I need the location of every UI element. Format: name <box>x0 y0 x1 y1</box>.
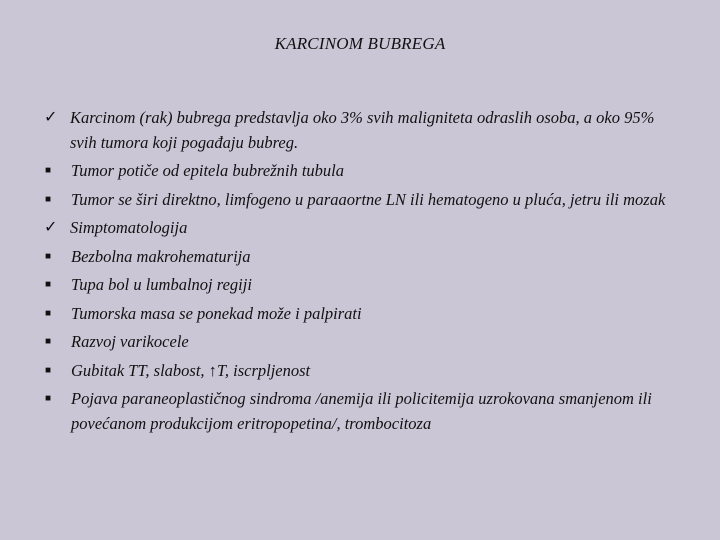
square-bullet-icon: ■ <box>45 279 52 290</box>
square-bullet-icon: ■ <box>45 307 52 319</box>
bullet-text: Gubitak TT, slabost, ↑T, iscrpljenost <box>71 360 311 380</box>
bullet-item <box>44 302 684 327</box>
bullet-item <box>44 273 684 298</box>
slide-title: KARCINOM BUBREGA <box>274 34 446 53</box>
square-bullet-icon: ■ <box>45 165 52 176</box>
bullet-text: Razvoj varikocele <box>71 332 189 351</box>
bullet-text: Tumor potiče od epitela bubrežnih tubula <box>71 161 344 180</box>
bullet-item <box>44 159 684 184</box>
bullet-item <box>44 245 684 270</box>
bullet-item <box>44 188 684 213</box>
bullet-item <box>44 330 684 355</box>
bullet-text: Tumorska masa se ponekad može i palpirati <box>71 303 362 323</box>
check-icon: ✓ <box>44 219 58 236</box>
bullet-text: Pojava paraneoplastičnog sindroma /anemija ili policitemija uzrokovana smanjenom ili povećanom produkcijom eritropopetina/, trombocitoza <box>71 389 652 433</box>
square-bullet-icon: ■ <box>45 393 52 404</box>
bullet-item <box>44 387 684 436</box>
square-bullet-icon: ■ <box>45 364 52 376</box>
bullet-list <box>44 106 684 440</box>
bullet-text: Tumor se širi direktno, limfogeno u paraaortne LN ili hematogeno u pluća, jetru ili mozak <box>71 189 666 209</box>
square-bullet-icon: ■ <box>45 250 52 262</box>
bullet-text: Simptomatologija <box>70 218 188 237</box>
square-bullet-icon: ■ <box>45 193 52 205</box>
bullet-item <box>44 216 684 241</box>
bullet-text: Tupa bol u lumbalnoj regiji <box>71 275 252 294</box>
square-bullet-icon: ■ <box>45 336 52 347</box>
bullet-item <box>44 359 684 384</box>
bullet-item <box>44 106 684 155</box>
bullet-text: Bezbolna makrohematurija <box>71 246 251 266</box>
bullet-text: Karcinom (rak) bubrega predstavlja oko 3% svih maligniteta odraslih osoba, a oko 95% svih tumora koji pogađaju bubreg. <box>70 108 655 152</box>
check-icon: ✓ <box>44 109 58 126</box>
